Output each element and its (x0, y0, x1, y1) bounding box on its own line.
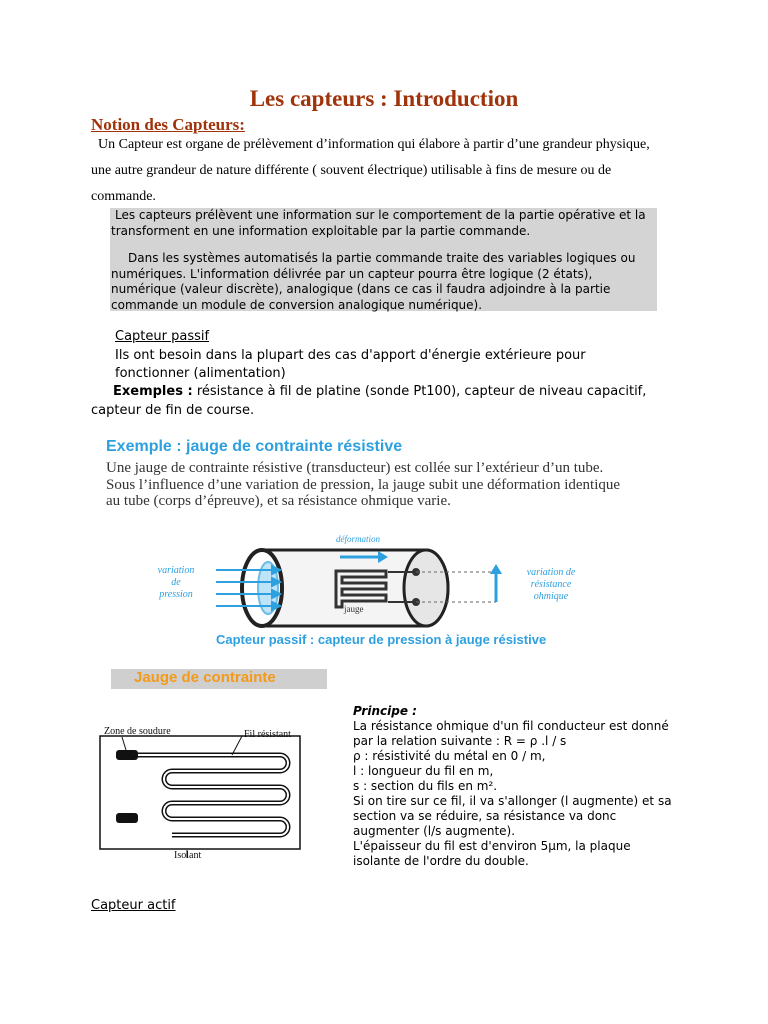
examples-label: Exemples : (113, 384, 193, 399)
label-deformation: déformation (336, 534, 380, 544)
tube-diagram (96, 436, 636, 651)
label-pression-1: variation (157, 565, 195, 576)
tube-end (404, 550, 448, 626)
strain-gauge-diagram (92, 720, 322, 870)
box-para-1: Les capteurs prélèvent une information sur le comportement de la partie opérative et la transforment en une information exploitable par la partie commande. (111, 208, 646, 238)
principe-line: La résistance ohmique d'un fil conducteur est donné par la relation suivante : R = ρ .l / s (353, 719, 669, 748)
principe-line: L'épaisseur du fil est d'environ 5µm, la plaque isolante de l'ordre du double. (353, 839, 631, 868)
principe-block (353, 704, 673, 869)
figure-text: Une jauge de contrainte résistive (transducteur) est collée sur l’extérieur d’un tube. Sous l’influence d’une variation de pression, la jauge subit une déformation identique au tube (corps d’épreuve), et sa résistance ohmique varie. (106, 460, 621, 509)
principe-line: l : longueur du fil en m, (353, 764, 494, 778)
principe-heading: Principe : (353, 704, 417, 718)
label-pression-2: de (171, 577, 181, 588)
passif-text: Ils ont besoin dans la plupart des cas d'apport d'énergie extérieure pour fonctionner (alimentation) (115, 348, 586, 381)
intro-text: Un Capteur est organe de prélèvement d’information qui élabore à partir d’une grandeur physique, une autre grandeur de nature différente ( souvent électrique) utilisable à fins de mesure ou de commande. (91, 137, 650, 204)
label-fil-resistant: Fil résistant (244, 729, 291, 740)
page-title: Les capteurs : Introduction (249, 86, 519, 111)
figure-heading: Exemple : jauge de contrainte résistive (106, 438, 403, 455)
principe-line: ρ : résistivité du métal en 0 / m, (353, 749, 546, 763)
figure-caption: Capteur passif : capteur de pression à jauge résistive (216, 632, 547, 647)
jauge-title: Jauge de contrainte (134, 669, 276, 686)
box-para-2: Dans les systèmes automatisés la partie commande traite des variables logiques ou numériques. L'information délivrée par un capteur pourra être logique (2 états), numérique (valeur discrète), analogique (dans ce cas il faudra adjoindre à la partie commande un module de conversion analogique numérique). (111, 251, 636, 312)
actif-heading: Capteur actif (91, 898, 176, 913)
info-box (110, 208, 657, 311)
label-res-2: résistance (530, 579, 572, 590)
label-jauge: jauge (344, 604, 364, 614)
solder-pad-1 (116, 750, 138, 760)
section-heading: Notion des Capteurs: (91, 115, 245, 134)
label-zone-soudure: Zone de soudure (104, 726, 171, 737)
passif-heading: Capteur passif (115, 329, 210, 344)
gauge-grid (336, 571, 386, 607)
passif-examples (91, 382, 681, 420)
principe-line: Si on tire sur ce fil, il va s'allonger (l augmente) et sa section va se réduire, sa résistance va donc augmenter (l/s augmente). (353, 794, 672, 838)
label-isolant: Isolant (174, 850, 202, 861)
examples-text: résistance à fil de platine (sonde Pt100), capteur de niveau capacitif, capteur de fin de course. (91, 384, 647, 418)
solder-pad-2 (116, 813, 138, 823)
jauge-title-bar (111, 669, 327, 689)
figure-pressure-gauge (96, 436, 636, 651)
label-res-3: ohmique (533, 591, 569, 602)
intro-paragraph (91, 132, 661, 210)
label-pression-3: pression (159, 589, 193, 600)
principe-line: s : section du fils en m². (353, 779, 498, 793)
label-res-1: variation de (526, 567, 576, 578)
